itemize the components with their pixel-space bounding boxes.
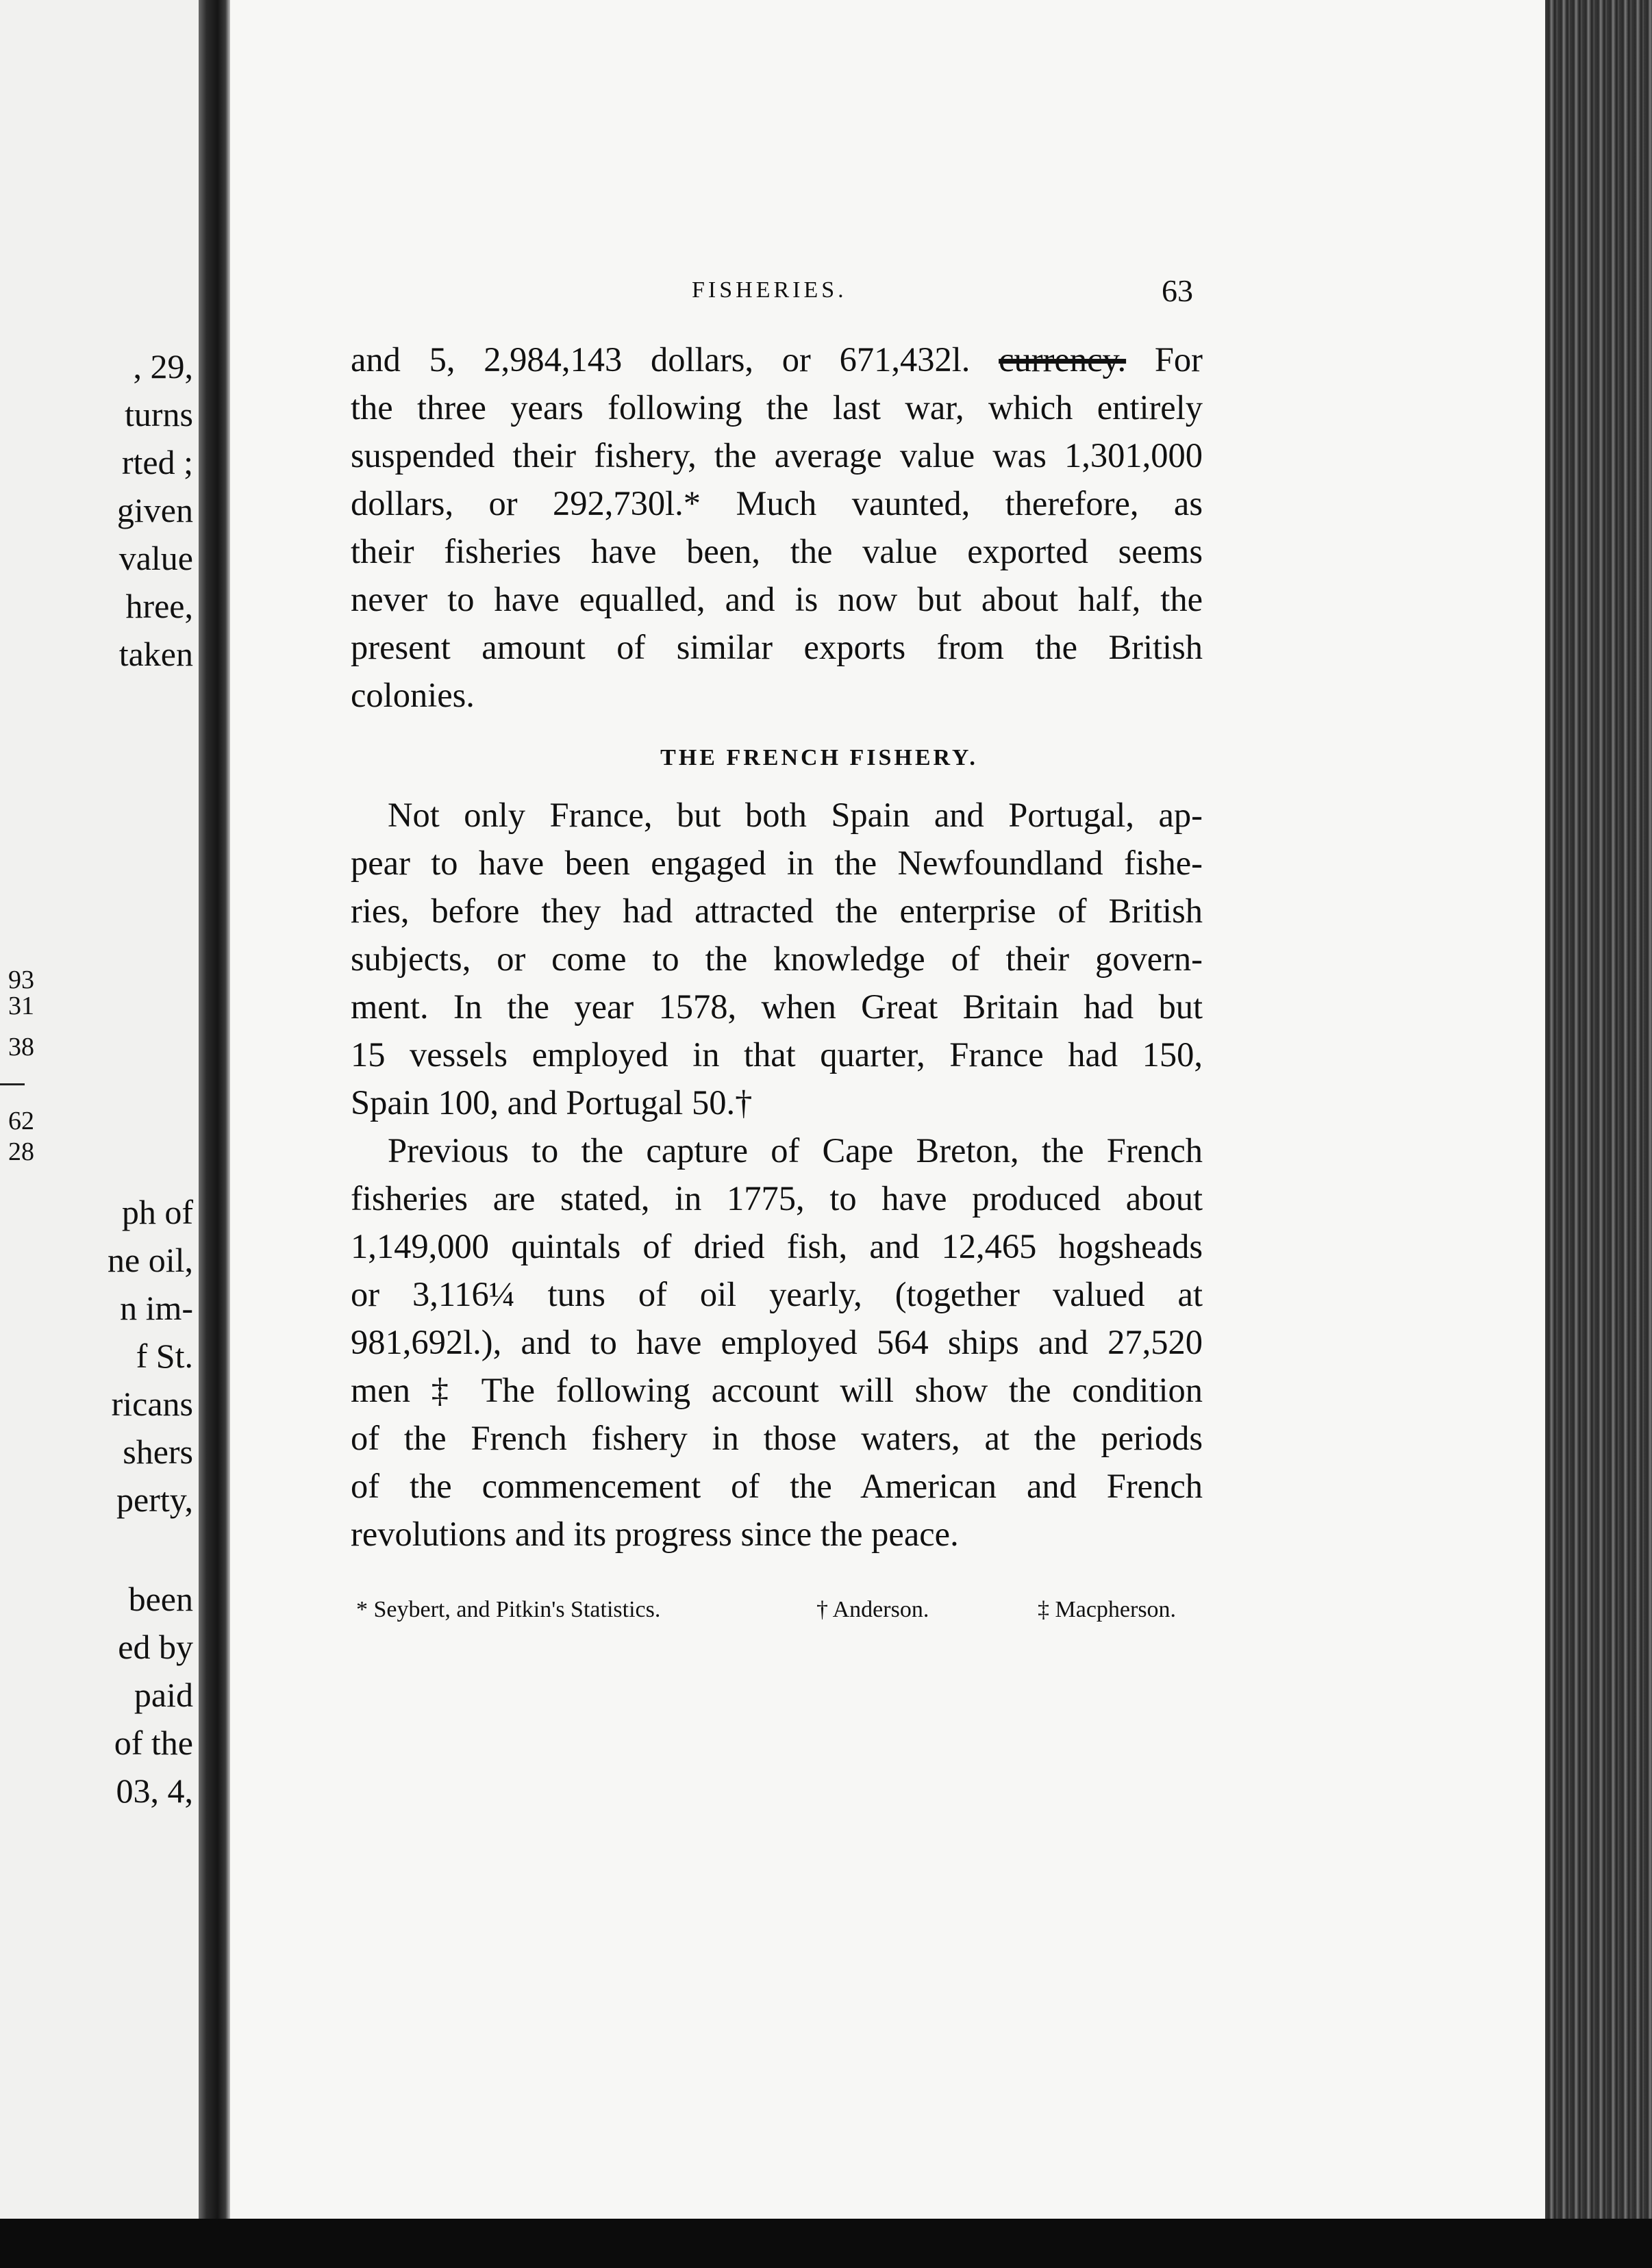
paragraph-line: the three years following the last war, which entirely: [351, 388, 1203, 427]
paragraph-line: pear to have been engaged in the Newfoundland fishe-: [351, 844, 1203, 882]
paragraph-line: 15 vessels employed in that quarter, France had 150,: [351, 1035, 1203, 1074]
paragraph-line: their fisheries have been, the value exported seems: [351, 532, 1203, 570]
left-fragment: paid: [134, 1676, 193, 1714]
paragraph-line: of the French fishery in those waters, at the periods: [351, 1419, 1203, 1457]
left-fragment: given: [116, 491, 193, 529]
paragraph-line: ries, before they had attracted the enterprise of British: [351, 892, 1203, 930]
paragraph-line: colonies.: [351, 676, 475, 714]
footnote-anderson: † Anderson.: [816, 1597, 929, 1622]
left-fragment: f St.: [136, 1337, 193, 1375]
paragraph-line: Previous to the capture of Cape Breton, the French: [388, 1131, 1203, 1170]
left-fragment: rted ;: [121, 443, 193, 481]
paragraph-line: present amount of similar exports from the British: [351, 628, 1203, 666]
paragraph-line: subjects, or come to the knowledge of their govern-: [351, 940, 1203, 978]
paragraph-line: [351, 342, 1203, 377]
left-fragment: taken: [118, 635, 193, 673]
paragraph-line: never to have equalled, and is now but about half, the: [351, 580, 1203, 618]
left-fragment: , 29,: [133, 347, 193, 386]
left-fragment: ne oil,: [108, 1241, 193, 1279]
paragraph-line: men ‡ The following account will show the condition: [351, 1371, 1203, 1409]
left-fragment: been: [128, 1580, 193, 1618]
left-fragment: 03, 4,: [116, 1772, 193, 1810]
left-fragment: of the: [114, 1724, 193, 1762]
line-text: and 5, 2,984,143 dollars, or 671,432l.: [351, 340, 971, 379]
paragraph-line: suspended their fishery, the average value was 1,301,000: [351, 436, 1203, 475]
footnote-macpherson: ‡ Macpherson.: [1038, 1597, 1177, 1622]
paragraph-line: Spain 100, and Portugal 50.†: [351, 1083, 753, 1122]
paragraph-line: revolutions and its progress since the peace.: [351, 1515, 959, 1553]
paragraph-line: or 3,116¼ tuns of oil yearly, (together valued at: [351, 1275, 1203, 1313]
left-facing-page: [0, 0, 199, 2219]
paragraph-line: ment. In the year 1578, when Great Britain had but: [351, 987, 1203, 1026]
page-number: 63: [1162, 273, 1193, 308]
left-fragment: ricans: [111, 1385, 193, 1423]
paragraph-line: 1,149,000 quintals of dried fish, and 12,465 hogsheads: [351, 1227, 1203, 1265]
left-fragment: ed by: [118, 1628, 193, 1666]
left-fragment: n im-: [120, 1289, 193, 1327]
book-gutter: [199, 0, 230, 2219]
left-fragment: shers: [123, 1433, 193, 1471]
paragraph-line: fisheries are stated, in 1775, to have produced about: [351, 1179, 1203, 1218]
paragraph-line: Not only France, but both Spain and Portugal, ap-: [388, 796, 1203, 834]
left-sum-rule: [0, 1083, 25, 1085]
left-number: 28: [8, 1137, 34, 1166]
scan-bottom-border: [0, 2219, 1652, 2268]
book-page-edges: [1545, 0, 1652, 2219]
footnote-seybert: * Seybert, and Pitkin's Statistics.: [356, 1597, 661, 1622]
paragraph-line: of the commencement of the American and French: [351, 1467, 1203, 1505]
left-fragment: perty,: [116, 1480, 193, 1519]
section-heading: [0, 745, 1652, 771]
left-number: 93: [8, 966, 34, 994]
line-text: For: [1154, 340, 1203, 379]
paragraph-line: dollars, or 292,730l.* Much vaunted, therefore, as: [351, 484, 1203, 522]
left-fragment: turns: [125, 395, 193, 433]
paragraph-line: 981,692l.), and to have employed 564 ships and 27,520: [351, 1323, 1203, 1361]
running-head: FISHERIES.: [692, 277, 847, 303]
left-fragment: value: [118, 539, 193, 577]
left-number: 62: [8, 1107, 34, 1135]
struck-word: currency.: [999, 340, 1127, 379]
left-fragment: hree,: [125, 587, 193, 625]
left-number: 31: [8, 992, 34, 1020]
section-heading-text: THE FRENCH FISHERY.: [660, 745, 978, 770]
left-fragment: ph of: [121, 1193, 193, 1231]
left-number: 38: [8, 1033, 34, 1061]
